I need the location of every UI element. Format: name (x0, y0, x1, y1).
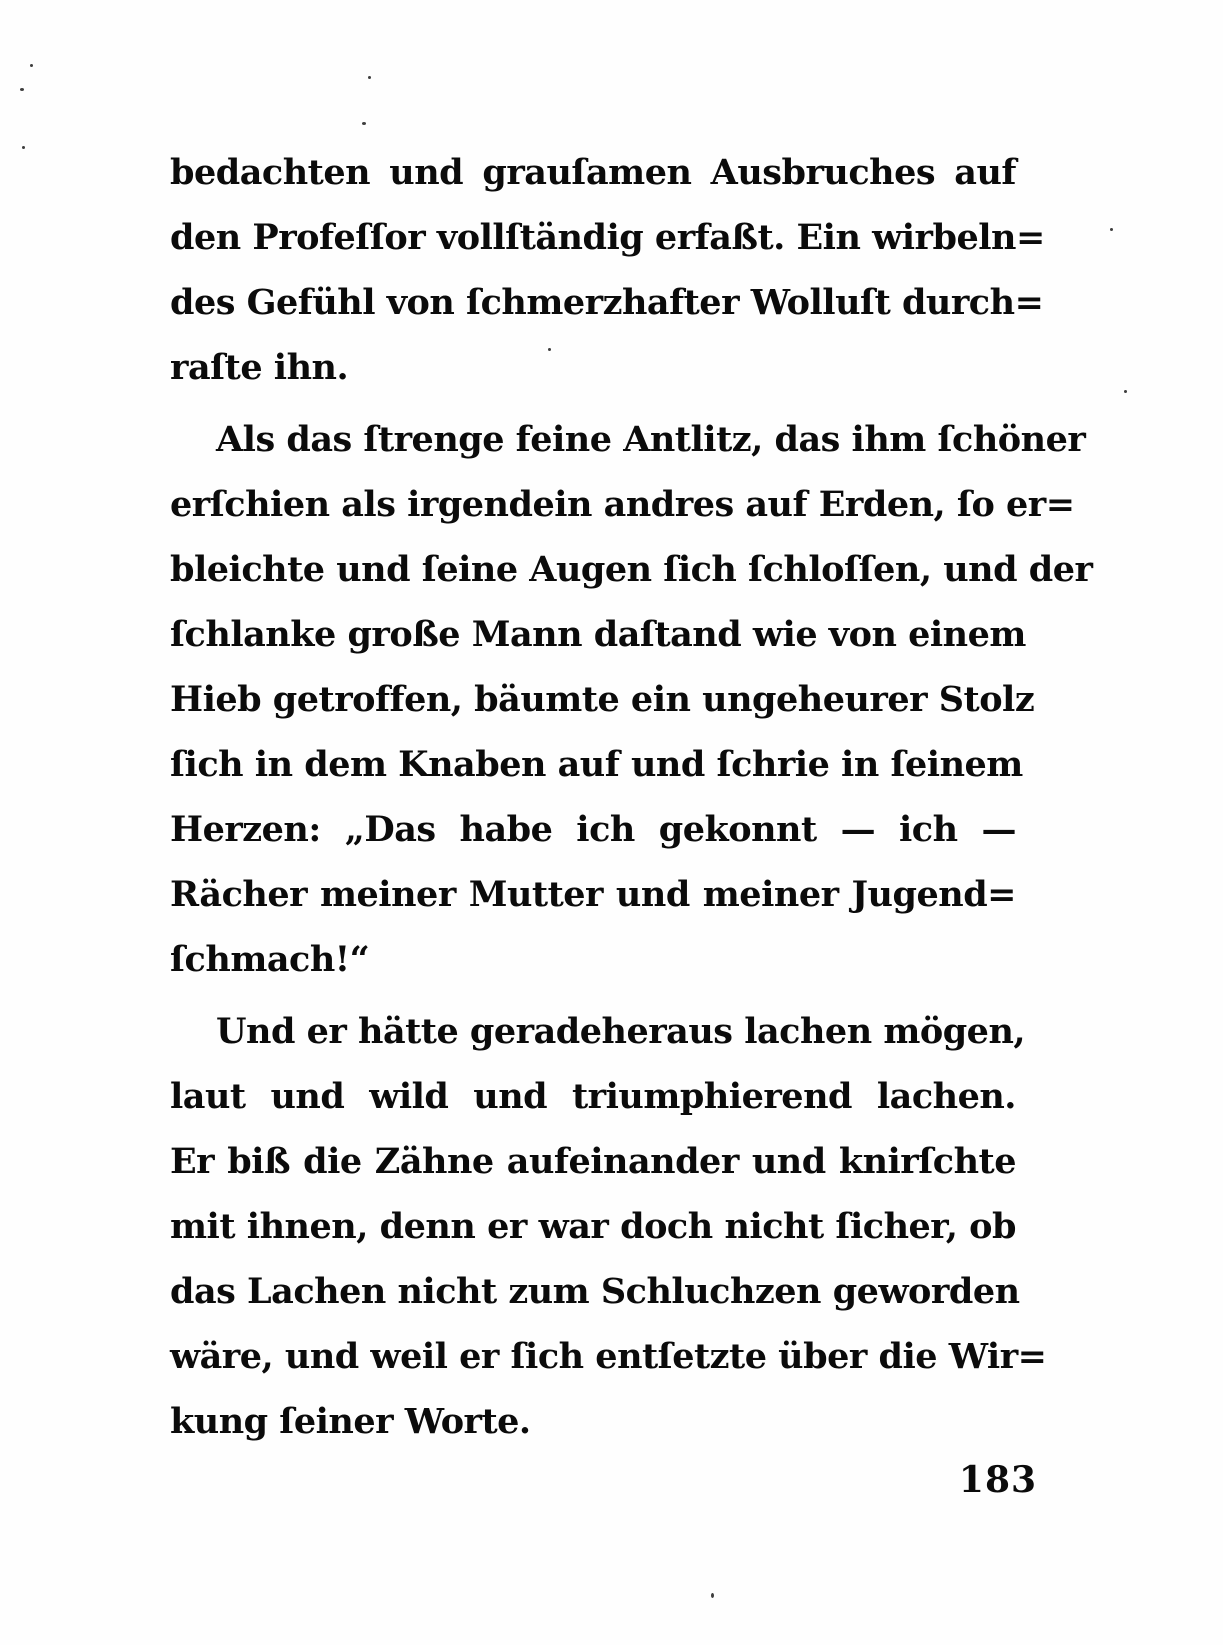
text-line: laut und wild und triumphierend lachen. (170, 1076, 1016, 1117)
text-line: ſchlanke große Mann daſtand wie von einem (170, 614, 1026, 655)
text-line: Herzen: „Das habe ich gekonnt — ich — (170, 809, 1016, 850)
text-line: erſchien als irgendein andres auf Erden, ſo er= (170, 484, 1075, 525)
text-line: bleichte und ſeine Augen ſich ſchloſſen, und der (170, 549, 1093, 590)
text-line: Er biß die Zähne aufeinander und knirſchte (170, 1141, 1016, 1182)
text-line-paragraph-end: ſchmach!“ (170, 939, 370, 980)
scan-artifact (711, 1593, 714, 1598)
text-line: den Profeſſor vollſtändig erfaßt. Ein wirbeln= (170, 217, 1045, 258)
text-line-paragraph-start: Und er hätte geradeheraus lachen mögen, (216, 1011, 1026, 1052)
scan-artifact (548, 348, 551, 351)
text-line-paragraph-start: Als das ſtrenge feine Antlitz, das ihm ſchöner (216, 419, 1086, 460)
text-line: das Lachen nicht zum Schluchzen geworden (170, 1271, 1020, 1312)
text-line: Hieb getroffen, bäumte ein ungeheurer Stolz (170, 679, 1035, 720)
page-number: 183 (958, 1459, 1038, 1501)
text-line: ſich in dem Knaben auf und ſchrie in ſeinem (170, 744, 1023, 785)
text-line-paragraph-end: raſte ihn. (170, 347, 349, 388)
scan-artifact (362, 122, 366, 125)
text-line: wäre, und weil er ſich entſetzte über die Wir= (170, 1336, 1047, 1377)
text-line: mit ihnen, denn er war doch nicht ſicher, ob (170, 1206, 1016, 1247)
text-line: des Gefühl von ſchmerzhafter Wolluſt durch= (170, 282, 1044, 323)
scan-artifact (1124, 390, 1127, 393)
text-line-paragraph-end: kung ſeiner Worte. (170, 1401, 531, 1442)
scan-artifact (20, 88, 24, 91)
scan-artifact (368, 76, 371, 79)
text-block (170, 140, 1093, 1454)
scan-artifact (22, 146, 25, 149)
text-line: bedachten und grauſamen Ausbruches auf (170, 152, 1016, 193)
scan-artifact (30, 64, 33, 67)
scan-artifact (1110, 228, 1113, 231)
text-line: Rächer meiner Mutter und meiner Jugend= (170, 874, 1016, 915)
